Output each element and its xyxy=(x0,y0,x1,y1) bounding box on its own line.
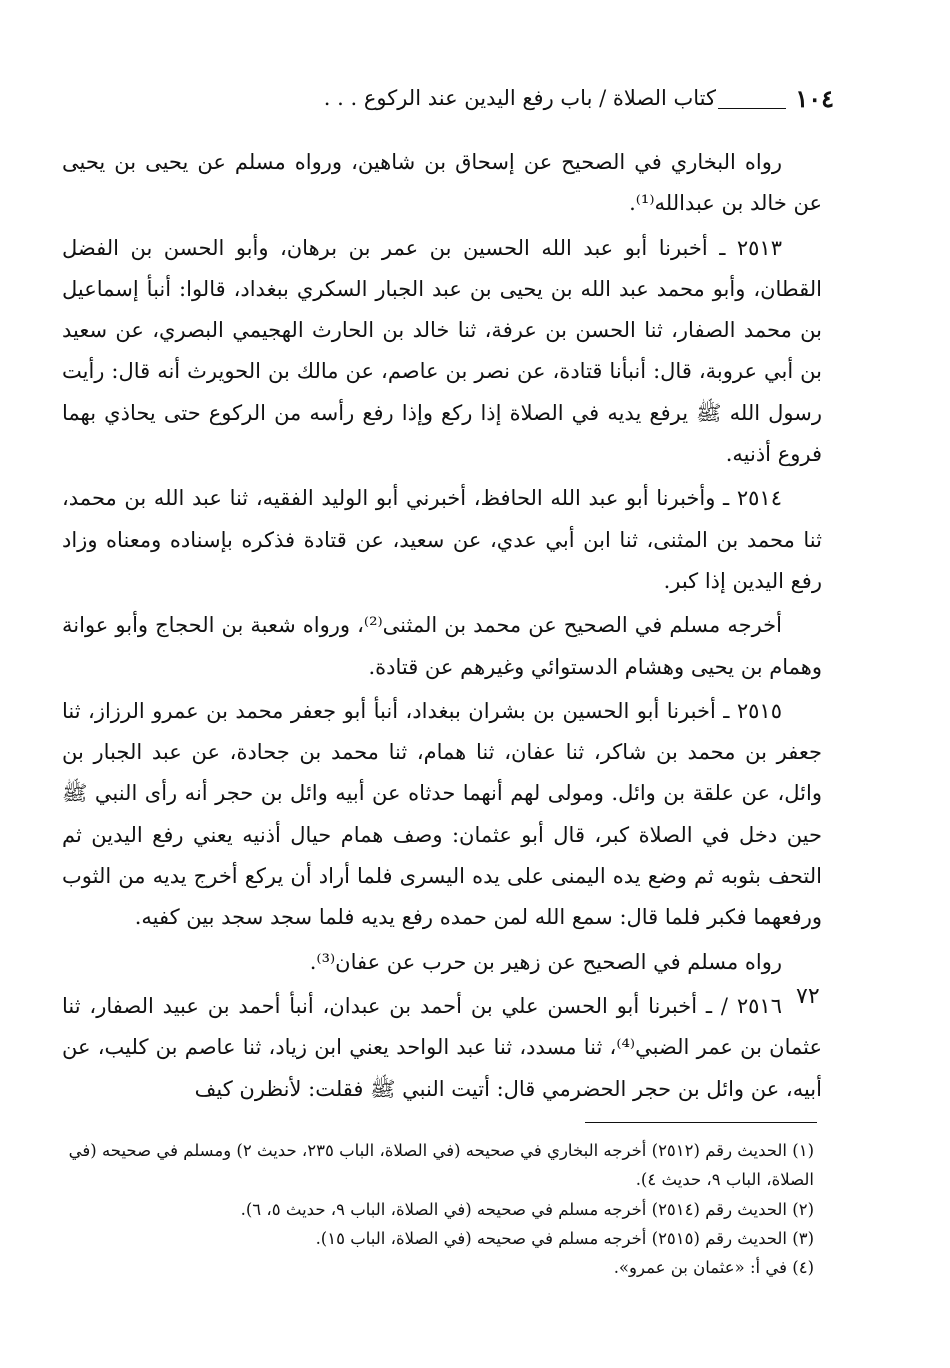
footnote-separator xyxy=(585,1122,817,1123)
header-rule xyxy=(718,108,786,109)
paragraph-takhrij-2515: رواه مسلم في الصحيح عن زهير بن حرب عن عفان⁽³⁾. xyxy=(309,949,782,974)
paragraph-narration-note: رواه البخاري في الصحيح عن إسحاق بن شاهين، ورواه مسلم عن يحيى بن يحيى عن خالد بن عبدالله⁽¹⁾. xyxy=(62,150,822,216)
footnotes xyxy=(62,1136,814,1282)
hadith-2516: ٢٥١٦ / ـ أخبرنا أبو الحسن علي بن أحمد بن عبدان، أنبأ أحمد بن عبيد الصفار، ثنا عثمان بن عمر الضبي⁽⁴⁾، ثنا مسدد، ثنا عبد الواحد يعني ابن زياد، ثنا عاصم بن كليب، عن أبيه، عن وائل بن حجر الحضرمي قال: أتيت النبي ﷺ فقلت: لأنظرن كيف xyxy=(62,993,822,1101)
footnote-1: (١) الحديث رقم (٢٥١٢) أخرجه البخاري في صحيحه (في الصلاة، الباب ٢٣٥، حديث ٢) ومسلم في صحيحه (في الصلاة، الباب ٩، حديث ٤). xyxy=(68,1141,814,1190)
running-title: كتاب الصلاة / باب رفع اليدين عند الركوع . . . xyxy=(323,86,716,110)
footnote-4: (٤) في أ: «عثمان بن عمرو». xyxy=(613,1258,814,1278)
hadith-2513: ٢٥١٣ ـ أخبرنا أبو عبد الله الحسين بن عمر بن برهان، وأبو الحسن بن الفضل القطان، وأبو محمد عبد الله بن يحيى بن عبد الجبار السكري ببغداد، قالوا: أنبأ إسماعيل بن محمد الصفار، ثنا الحسن بن عرفة، ثنا خالد بن الحارث الهجيمي البصري، عن سعيد بن أبي عروبة، قال: أنبأنا قتادة، عن نصر بن عاصم، عن مالك بن الحويرث أنه قال: رأيت رسول الله ﷺ يرفع يديه في الصلاة إذا ركع وإذا رفع رأسه من الركوع حتى يحاذي بهما فروع أذنيه. xyxy=(62,235,822,467)
paragraph-takhrij-2514: أخرجه مسلم في الصحيح عن محمد بن المثنى⁽²⁾، ورواه شعبة بن الحجاج وأبو عوانة وهمام بن يحيى وهشام الدستوائي وغيرهم عن قتادة. xyxy=(62,613,822,679)
footnote-3: (٣) الحديث رقم (٢٥١٥) أخرجه مسلم في صحيحه (في الصلاة، الباب ١٥). xyxy=(315,1228,814,1248)
hadith-2515: ٢٥١٥ ـ أخبرنا أبو الحسين بن بشران ببغداد، أنبأ أبو جعفر محمد بن عمرو الرزاز، ثنا جعفر بن محمد بن شاكر، ثنا عفان، ثنا همام، ثنا محمد بن جحادة، عن عبد الجبار بن وائل، عن علقة بن وائل. ومولى لهم أنهما حدثاه عن أبيه وائل بن حجر أنه رأى النبي ﷺ حين دخل في الصلاة كبر، قال أبو عثمان: وصف همام حيال أذنيه يعني رفع اليدين ثم التحف بثوبه ثم وضع يده اليمنى على يده اليسرى فلما أراد أن يركع أخرج يديه من الثوب ورفعهما فكبر فلما قال: سمع الله لمن حمده رفع يديه فلما سجد سجد بين كفيه. xyxy=(62,698,822,930)
footnote-2: (٢) الحديث رقم (٢٥١٤) أخرجه مسلم في صحيحه (في الصلاة، الباب ٩، حديث ٥، ٦). xyxy=(240,1199,814,1219)
main-text xyxy=(62,142,822,1113)
hadith-2514: ٢٥١٤ ـ وأخبرنا أبو عبد الله الحافظ، أخبرني أبو الوليد الفقيه، ثنا عبد الله بن محمد، ثنا محمد بن المثنى، ثنا ابن أبي عدي، عن سعيد، عن قتادة فذكره بإسناده ومعناه وزاد رفع اليدين إذا كبر. xyxy=(62,486,822,593)
margin-folio-number: ٧٢ xyxy=(796,984,820,1009)
page-number: ١٠٤ xyxy=(795,84,834,113)
running-header xyxy=(62,84,834,118)
